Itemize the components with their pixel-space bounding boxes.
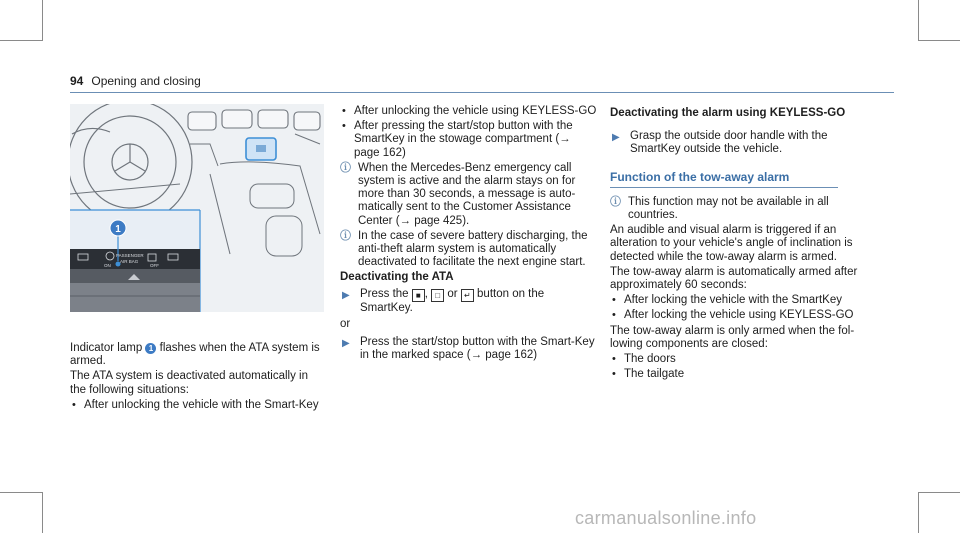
intro-text: Indicator lamp: [70, 342, 143, 354]
panel-label-on: ON: [104, 263, 111, 268]
note-icon: ⓘ: [340, 161, 351, 174]
crop-mark: [918, 0, 919, 41]
section-rule: [610, 187, 838, 188]
interior-drawing: [70, 104, 324, 312]
column-right: [610, 105, 880, 383]
crop-mark: [918, 492, 919, 533]
action-step: [340, 336, 598, 362]
interior-illustration: [70, 104, 324, 312]
list-item: • After unlocking the vehicle using KEYLESS-GO: [340, 105, 598, 118]
intro-text-end: flashes when the ATA system is armed.: [70, 342, 320, 368]
panel-label-passenger: PASSENGER: [116, 253, 144, 258]
crop-mark: [42, 0, 43, 41]
action-arrow-icon: ▶: [342, 289, 350, 301]
unlock-key-icon: □: [431, 289, 444, 302]
list-item: • After locking the vehicle with the SmartKey: [610, 294, 880, 307]
note-text: When the Mercedes-Benz emergency call system is active and the alarm stays on for more than 30 seconds, a message is auto-matically sent to the Customer Assistance Center (→ page 425).: [358, 161, 576, 227]
callout-ref: 1: [145, 343, 156, 354]
crop-mark: [42, 492, 43, 533]
figure-callout: 1: [115, 224, 121, 235]
action-arrow-icon: ▶: [612, 132, 620, 144]
list-item-text: After pressing the start/stop button with the SmartKey in the stowage compartment (→ page 162): [354, 120, 573, 159]
column-middle: [340, 105, 598, 365]
list-item: • After unlocking the vehicle with the Smart-Key: [70, 399, 324, 412]
action-text-end: button on the SmartKey.: [360, 287, 545, 314]
subheading: Deactivating the alarm using KEYLESS-GO: [610, 107, 846, 119]
header-rule: [70, 92, 894, 93]
column-left: [70, 342, 324, 414]
action-text: Press the: [360, 287, 409, 300]
list-item: • The tailgate: [610, 368, 880, 381]
list-item: [340, 120, 598, 160]
crop-mark: [918, 492, 960, 493]
subheading: Deactivating the ATA: [340, 271, 454, 284]
crop-mark: [0, 40, 42, 41]
or-text: or: [340, 317, 351, 330]
list-item: • After locking the vehicle using KEYLESS-GO: [610, 309, 880, 322]
action-separator: ,: [424, 287, 428, 300]
deactivated-intro: The ATA system is deactivated automatically in the following situations:: [70, 370, 308, 396]
panel-label-airbag: AIR BAG: [120, 259, 139, 264]
crop-mark: [0, 492, 42, 493]
trunk-key-icon: ↵: [461, 289, 474, 302]
list-item: • The doors: [610, 353, 880, 366]
action-separator: or: [447, 287, 458, 300]
action-text: Press the start/stop button with the Smart-Key in the marked space (→ page 162): [360, 336, 595, 362]
watermark: carmanualsonline.info: [575, 508, 757, 528]
action-step: [610, 130, 880, 156]
action-text: Grasp the outside door handle with the SmartKey outside the vehicle.: [630, 130, 828, 156]
note: [610, 196, 880, 222]
action-arrow-icon: ▶: [342, 338, 350, 350]
lock-key-icon: ■: [412, 289, 425, 302]
section-title: Opening and closing: [91, 74, 201, 88]
indicator-paragraph: [70, 342, 324, 368]
crop-mark: [918, 40, 960, 41]
note-icon: ⓘ: [610, 195, 621, 208]
paragraph: The tow-away alarm is only armed when the fol-lowing components are closed:: [610, 324, 855, 350]
note-text: In the case of severe battery discharging, the anti-theft alarm system is automatically deactivated to facilitate the next engine start.: [358, 229, 588, 269]
page-header: [70, 74, 894, 92]
section-heading: Function of the tow-away alarm: [610, 169, 790, 184]
page-number: 94: [70, 74, 84, 88]
note-text: This function may not be available in all countries.: [628, 195, 829, 222]
note: [340, 162, 598, 228]
action-step: [340, 288, 598, 315]
note-icon: ⓘ: [340, 229, 351, 242]
panel-label-off: OFF: [150, 263, 159, 268]
note: [340, 230, 598, 270]
paragraph: An audible and visual alarm is triggered if an alteration to your vehicle's angle of inclination is detected while the tow-away alarm is armed.: [610, 224, 853, 263]
paragraph: The tow-away alarm is automatically armed after approximately 60 seconds:: [610, 265, 858, 292]
